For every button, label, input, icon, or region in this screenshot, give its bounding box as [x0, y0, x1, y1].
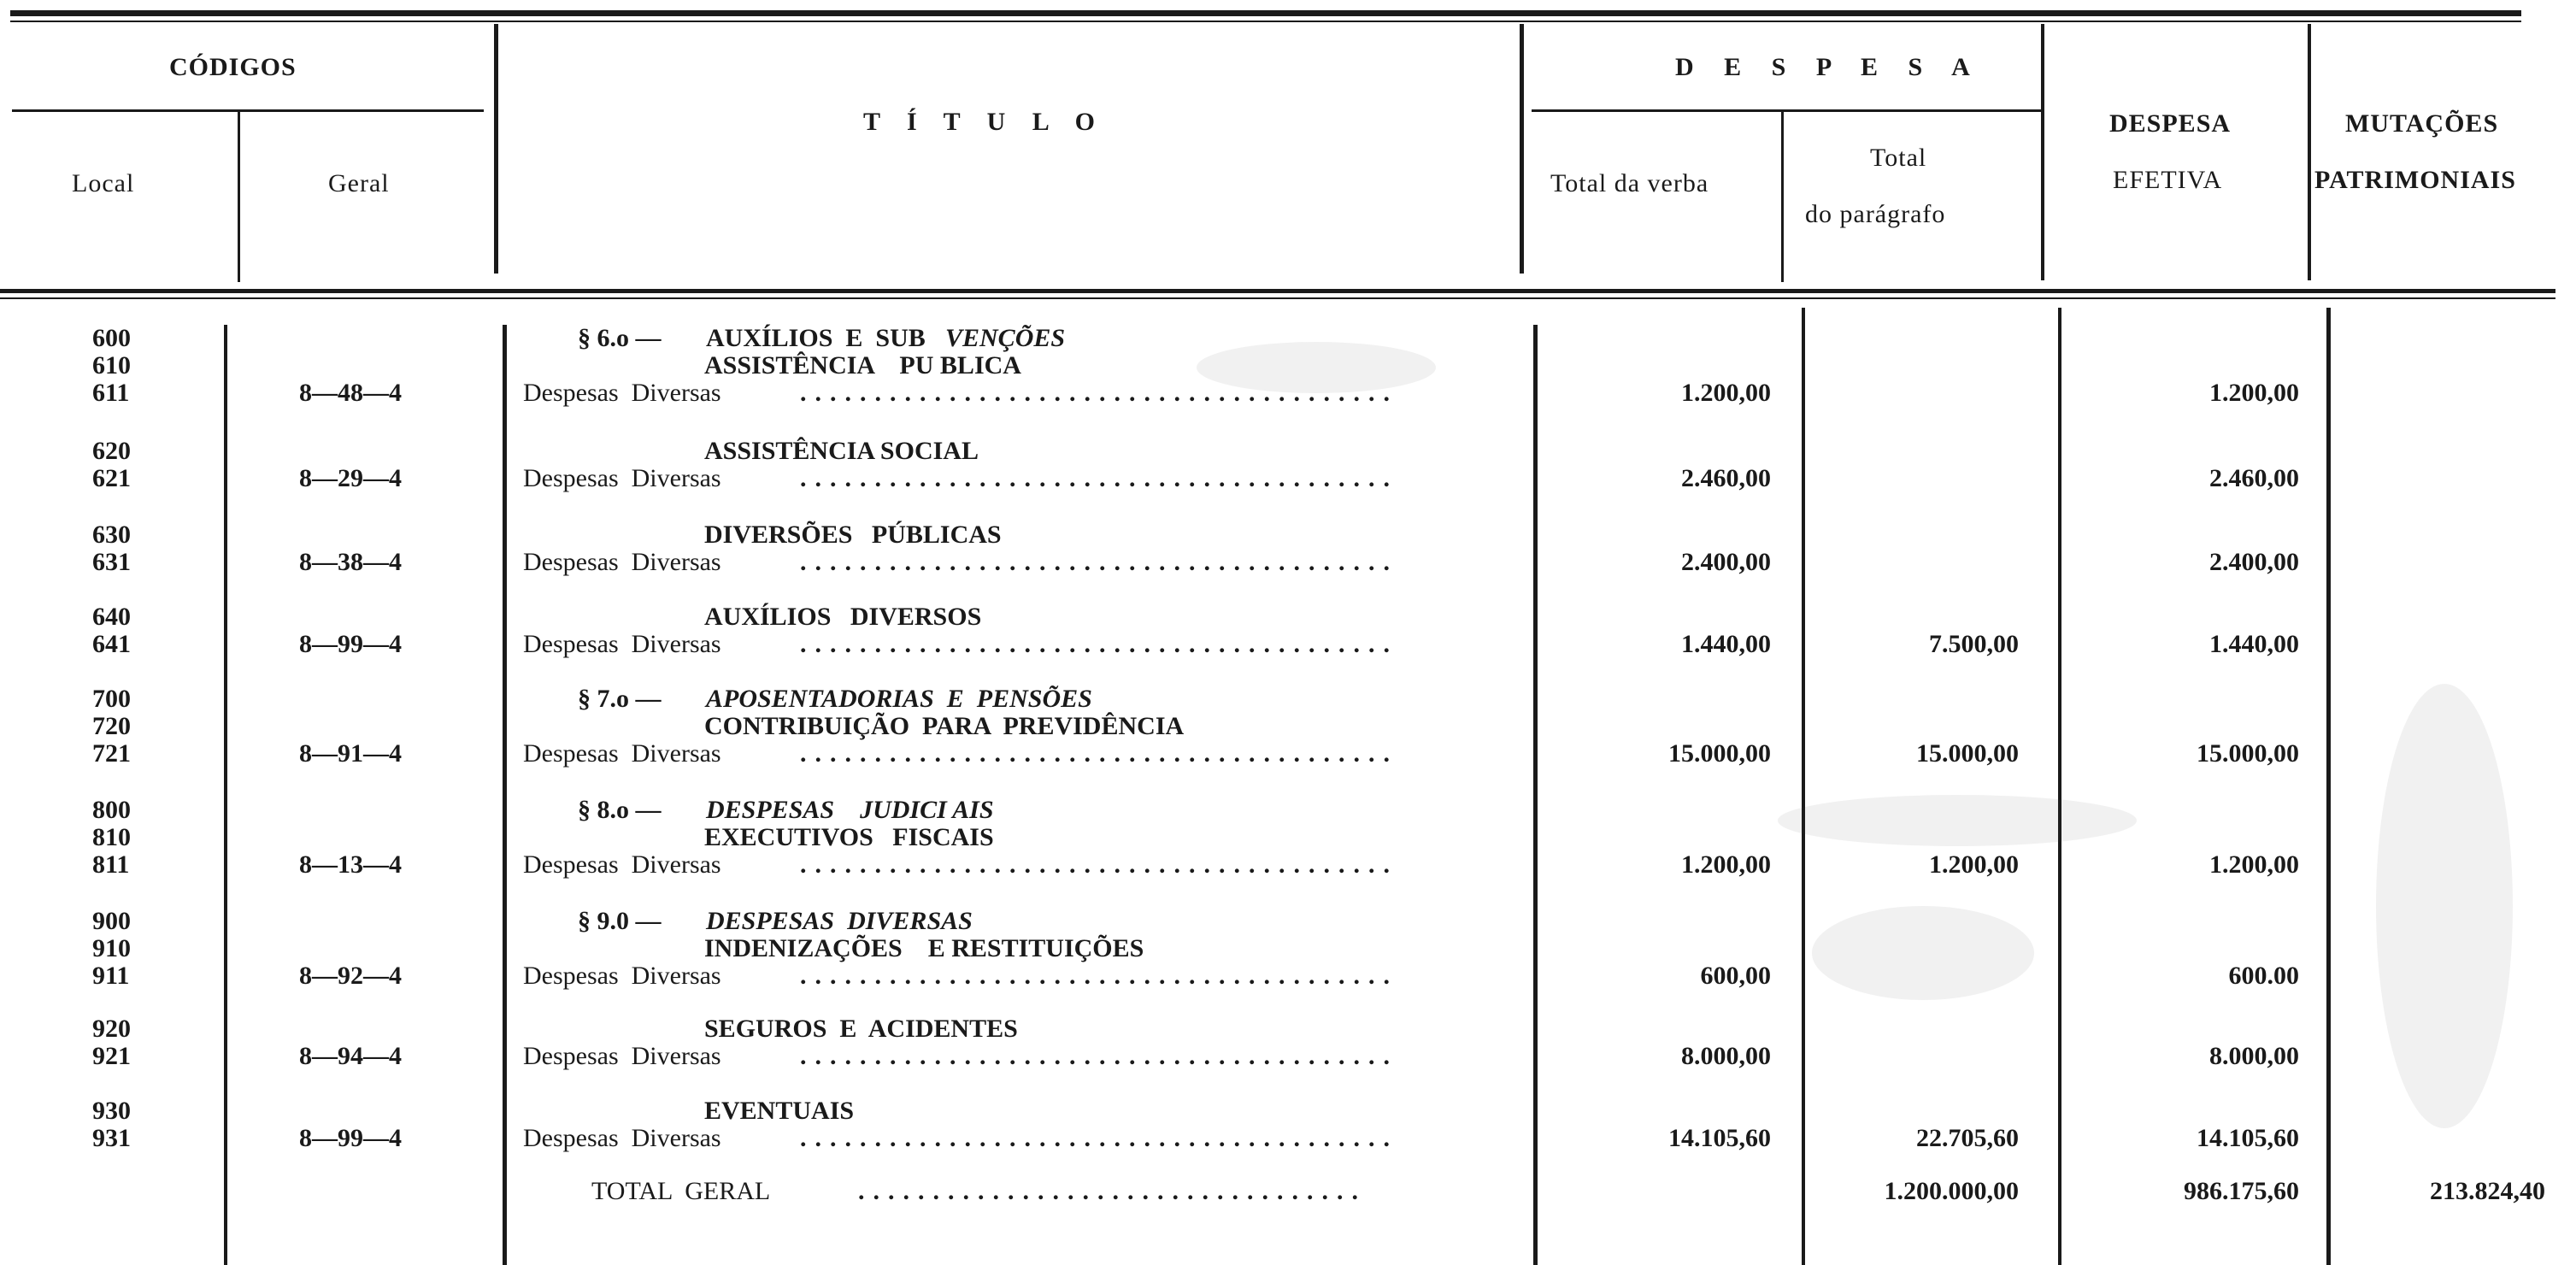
subsection-title: ASSISTÊNCIA PU BLICA [704, 351, 1021, 380]
code-geral: 8—13—4 [299, 850, 402, 879]
code-geral: 8—92—4 [299, 962, 402, 990]
code-local: 631 [92, 548, 131, 576]
code-local: 900 [92, 907, 131, 935]
total-verba-value: 15.000,00 [1668, 739, 1771, 768]
print-speckle [2376, 684, 2513, 1128]
code-geral: 8—99—4 [299, 630, 402, 658]
code-local: 630 [92, 521, 131, 549]
code-local: 911 [92, 962, 130, 990]
header-mutacoes-1: MUTAÇÕES [2345, 109, 2499, 138]
section-title-italic: APOSENTADORIAS E PENSÕES [706, 685, 1092, 713]
header-total-verba: Total da verba [1550, 169, 1709, 197]
ledger-row [0, 627, 2576, 662]
code-local: 611 [92, 379, 130, 407]
item-description: Despesas Diversas [523, 739, 721, 768]
item-description: Despesas Diversas [523, 850, 721, 879]
dot-leader: ........................................ [800, 630, 1398, 658]
header-mutacoes-2: PATRIMONIAIS [2314, 166, 2516, 194]
section-title-italic: VENÇÕES [945, 324, 1066, 352]
code-local: 600 [92, 324, 131, 352]
section-title-italic: DESPESAS JUDICI AIS [706, 796, 994, 824]
total-label: TOTAL GERAL [591, 1177, 771, 1205]
code-local: 620 [92, 437, 131, 465]
total-paragrafo-value: 7.500,00 [1929, 630, 2019, 658]
item-description: Despesas Diversas [523, 1042, 721, 1070]
ledger-row [0, 1039, 2576, 1074]
total-verba-value: 14.105,60 [1668, 1124, 1771, 1152]
subsection-title: EXECUTIVOS FISCAIS [704, 823, 994, 851]
code-local: 811 [92, 850, 130, 879]
ledger-row [0, 462, 2576, 496]
total-verba-value: 600,00 [1700, 962, 1771, 990]
header-despesa-efetiva-2: EFETIVA [2113, 166, 2223, 194]
code-geral: 8—91—4 [299, 739, 402, 768]
section-number: § 7.o — [578, 685, 668, 713]
code-local: 920 [92, 1015, 131, 1043]
total-row [0, 1174, 2576, 1209]
total-verba-value: 2.400,00 [1681, 548, 1771, 576]
code-geral: 8—94—4 [299, 1042, 402, 1070]
total-paragrafo-value: 1.200,00 [1929, 850, 2019, 879]
despesa-efetiva-value: 600.00 [2228, 962, 2299, 990]
ledger-row [0, 1121, 2576, 1156]
ledger-row [0, 848, 2576, 882]
item-description: Despesas Diversas [523, 1124, 721, 1152]
item-description: Despesas Diversas [523, 464, 721, 492]
header-codigos: CÓDIGOS [169, 53, 297, 81]
despesa-efetiva-value: 1.440,00 [2209, 630, 2299, 658]
print-speckle [1812, 906, 2034, 1000]
header-bottom-rule [0, 289, 2555, 293]
subsection-title: INDENIZAÇÕES E RESTITUIÇÕES [704, 934, 1144, 962]
codigos-divider [12, 109, 484, 112]
section-number: § 6.o — [578, 324, 668, 352]
section-title: AUXÍLIOS E SUB [706, 324, 926, 352]
total-efetiva: 986.175,60 [2184, 1177, 2299, 1205]
vrule-efetiva-mut-hdr [2308, 24, 2311, 280]
total-paragrafo-value: 15.000,00 [1916, 739, 2019, 768]
code-local: 931 [92, 1124, 131, 1152]
vrule-local-geral-hdr [238, 111, 240, 282]
code-local: 921 [92, 1042, 131, 1070]
despesa-divider [1532, 109, 2043, 112]
dot-leader: ........................................ [800, 850, 1398, 879]
total-leader: .................................. [858, 1177, 1367, 1205]
dot-leader: ........................................ [800, 464, 1398, 492]
item-description: Despesas Diversas [523, 630, 721, 658]
top-rule-thin [10, 21, 2521, 22]
dot-leader: ........................................ [800, 379, 1398, 407]
total-verba-value: 1.200,00 [1681, 850, 1771, 879]
despesa-efetiva-value: 14.105,60 [2197, 1124, 2299, 1152]
code-local: 810 [92, 823, 131, 851]
vrule-verba-par-hdr [1781, 111, 1784, 282]
subsection-title: SEGUROS E ACIDENTES [704, 1015, 1018, 1043]
total-verba-value: 8.000,00 [1681, 1042, 1771, 1070]
code-local: 721 [92, 739, 131, 768]
code-local: 640 [92, 603, 131, 631]
code-local: 800 [92, 796, 131, 824]
print-speckle [1197, 342, 1436, 393]
header-do-paragrafo: do parágrafo [1805, 200, 1946, 228]
despesa-efetiva-value: 1.200,00 [2209, 850, 2299, 879]
vrule-titulo-despesa-hdr [1520, 24, 1524, 274]
dot-leader: ........................................ [800, 739, 1398, 768]
code-local: 720 [92, 712, 131, 740]
print-speckle [1778, 795, 2137, 846]
code-geral: 8—48—4 [299, 379, 402, 407]
despesa-efetiva-value: 2.460,00 [2209, 464, 2299, 492]
total-paragrafo-value: 22.705,60 [1916, 1124, 2019, 1152]
header-despesa-efetiva-1: DESPESA [2109, 109, 2232, 138]
dot-leader: ........................................ [800, 1124, 1398, 1152]
despesa-efetiva-value: 15.000,00 [2197, 739, 2299, 768]
vrule-codigos-titulo-hdr [494, 24, 498, 274]
dot-leader: ........................................ [800, 962, 1398, 990]
despesa-efetiva-value: 1.200,00 [2209, 379, 2299, 407]
subsection-title: AUXÍLIOS DIVERSOS [704, 603, 982, 631]
subsection-title: CONTRIBUIÇÃO PARA PREVIDÊNCIA [704, 712, 1185, 740]
dot-leader: ........................................ [800, 548, 1398, 576]
code-geral: 8—29—4 [299, 464, 402, 492]
code-local: 610 [92, 351, 131, 380]
total-verba-value: 1.200,00 [1681, 379, 1771, 407]
header-titulo: T Í T U L O [863, 108, 1105, 136]
header-bottom-rule-thin [0, 297, 2555, 299]
top-rule [10, 10, 2521, 16]
code-local: 641 [92, 630, 131, 658]
item-description: Despesas Diversas [523, 962, 721, 990]
item-description: Despesas Diversas [523, 548, 721, 576]
total-paragrafo: 1.200.000,00 [1884, 1177, 2019, 1205]
code-local: 910 [92, 934, 131, 962]
ledger-row [0, 737, 2576, 771]
header-geral: Geral [328, 169, 390, 197]
despesa-efetiva-value: 8.000,00 [2209, 1042, 2299, 1070]
subsection-title: EVENTUAIS [704, 1097, 855, 1125]
code-local: 700 [92, 685, 131, 713]
total-verba-value: 1.440,00 [1681, 630, 1771, 658]
ledger-row [0, 545, 2576, 580]
dot-leader: ........................................ [800, 1042, 1398, 1070]
despesa-efetiva-value: 2.400,00 [2209, 548, 2299, 576]
section-title-italic: DESPESAS DIVERSAS [706, 907, 973, 935]
total-mutacoes: 213.824,40 [2430, 1177, 2545, 1205]
section-number: § 9.0 — [578, 907, 668, 935]
ledger-row [0, 959, 2576, 993]
header-despesa: D E S P E S A [1675, 53, 1982, 81]
header-local: Local [72, 169, 135, 197]
subsection-title: DIVERSÕES PÚBLICAS [704, 521, 1002, 549]
item-description: Despesas Diversas [523, 379, 721, 407]
code-geral: 8—99—4 [299, 1124, 402, 1152]
code-local: 930 [92, 1097, 131, 1125]
code-geral: 8—38—4 [299, 548, 402, 576]
code-local: 621 [92, 464, 131, 492]
header-total: Total [1870, 144, 1927, 172]
vrule-despesa-efetiva-hdr [2041, 24, 2044, 280]
section-number: § 8.o — [578, 796, 668, 824]
subsection-title: ASSISTÊNCIA SOCIAL [704, 437, 979, 465]
total-verba-value: 2.460,00 [1681, 464, 1771, 492]
